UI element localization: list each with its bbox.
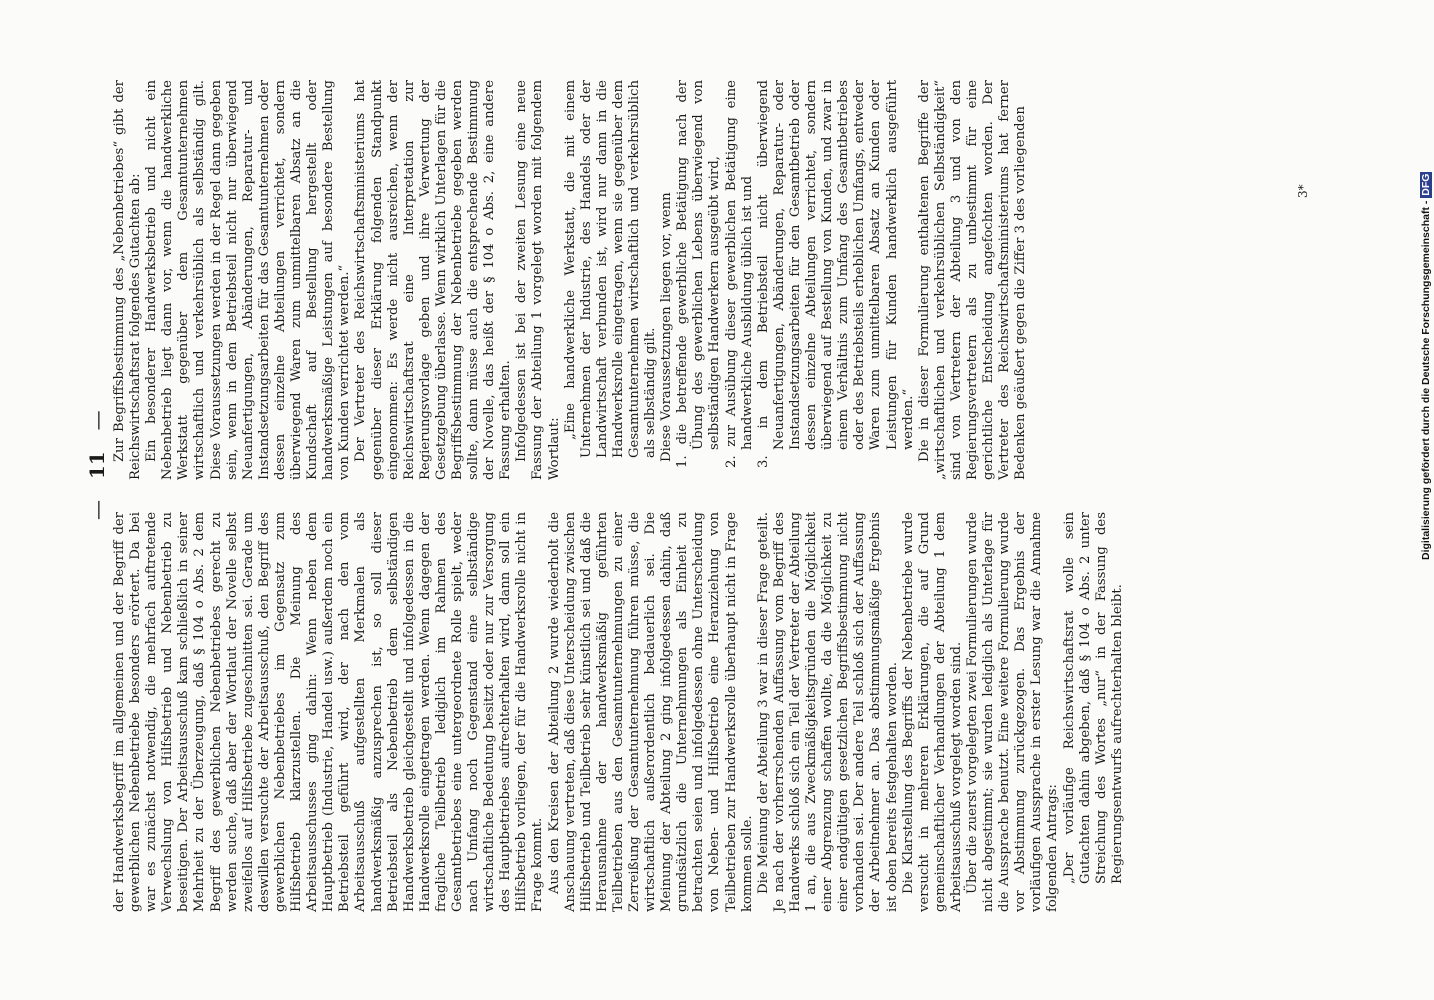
paragraph: Die Klarstellung des Begriffs der Nebenbetriebe wurde versucht in mehreren Erklärungen, die auf Grund gemeinschaftlicher Verhandlungen der Abteilung 1 dem Arbeitsausschuß vorgelegt worden sind. [900, 512, 964, 912]
paragraph: Über die zuerst vorgelegten zwei Formulierungen wurde nicht abgestimmt; sie wurden lediglich als Unterlage für die Aussprache benutzt. Eine weitere Formulierung wurde vor Abstimmung zurückgezogen. Das Ergebnis der vorläufigen Aussprache in erster Lesung war die Annahme folgenden Antrags: [964, 512, 1061, 912]
list-text: die betreffende gewerbliche Betätigung nach der Übung des gewerblichen Lebens überwiegend von selbständigen Handwerkern ausgeübt wird, [675, 80, 723, 450]
paragraph: Ein besonderer Handwerksbetrieb und nicht ein Nebenbetrieb liegt dann vor, wenn die handwerkliche Werkstatt gegenüber dem Gesamtunternehmen wirtschaftlich und verkehrsüblich als selbständig gilt. Diese Voraussetzungen werden in der Regel dann gegeben sein, wenn in dem Betriebsteil nicht nur überwiegend Neuanfertigungen, Abänderungen, Reparatur- und Instandsetzungsarbeiten für das Gesamtunternehmen oder dessen einzelne Abteilungen verrichtet, sondern überwiegend Waren zum unmittelbaren Absatz an die Kundschaft auf Bestellung hergestellt oder handwerksmäßige Leistungen auf besondere Bestellung von Kunden verrichtet werden.“ [144, 80, 353, 480]
paragraph: Diese Voraussetzungen liegen vor, wenn [659, 192, 675, 462]
conditions-list [675, 80, 916, 480]
paragraph: Zur Begriffsbestimmung des „Nebenbetriebes“ gibt der Reichswirtschaftsrat folgendes Gutachten ab: [112, 80, 144, 480]
quoted-motion: „Der vorläufige Reichswirtschaftsrat wolle sein Gutachten dahin abgeben, daß § 104 o Abs. 2 unter Streichung des Wortes „nur“ in der Fassung des Regierungsentwurfs aufrechterhalten bleibt. [1061, 512, 1125, 884]
paragraph: Aus den Kreisen der Abteilung 2 wurde wiederholt die Anschauung vertreten, daß diese Unterscheidung zwischen Hilfsbetrieb und Teilbetrieb sehr künstlich sei und daß die Herausnahme der handwerksmäßig geführten Teilbetrieben aus den Gesamtunternehmungen zu einer Zerreißung der Gesamtunternehmung führen müsse, die wirtschaftlich außerordentlich bedauerlich sei. Die Meinung der Abteilung 2 ging infolgedessen dahin, daß grundsätzlich die Unternehmungen als Einheit zu betrachten seien und infolgedessen ohne Unterscheidung von Neben- und Hilfsbetrieb eine Heranziehung von Teilbetrieben zur Handwerksrolle überhaupt nicht in Frage kommen solle. [546, 512, 755, 912]
left-column [112, 512, 1292, 912]
list-text: in dem Betriebsteil nicht überwiegend Neuanfertigungen, Abänderungen, Reparatur- oder Instandsetzungsarbeiten für den Gesamtbetrieb oder dessen einzelne Abteilungen verrichtet, sondern überwiegend auf Bestellung von Kunden, und zwar in einem Verhältnis zum Umfang des Gesamtbetriebes oder des Betriebsteils erheblichen Umfangs, entweder Waren zum unmittelbaren Absatz an Kunden oder Leistungen für Kunden handwerklich ausgeführt werden.“ [755, 80, 916, 450]
paragraph: der Handwerksbegriff im allgemeinen und der Begriff der gewerblichen Nebenbetriebe besonders erörtert. Da bei war es zunächst notwendig, die mehrfach auftretende Verwechslung von Hilfsbetrieb und Nebenbetrieb zu beseitigen. Der Arbeitsausschuß kam schließlich in seiner Mehrheit zu der Überzeugung, daß § 104 o Abs. 2 dem Begriff des gewerblichen Nebenbetriebes gerecht zu werden suche, daß aber der Wortlaut der Novelle selbst zweifellos auf Hilfsbetriebe zugeschnitten sei. Gerade um deswillen versuchte der Arbeitsausschuß, den Begriff des gewerblichen Nebenbetriebes im Gegensatz zum Hilfsbetrieb klarzustellen. Die Meinung des Arbeitsausschusses ging dahin: Wenn neben dem Hauptbetrieb (Industrie, Handel usw.) außerdem noch ein Betriebsteil geführt wird, der nach den vom Arbeitsausschuß aufgestellten Merkmalen als handwerksmäßig anzusprechen ist, so soll dieser Betriebsteil als Nebenbetrieb dem selbständigen Handwerksbetrieb gleichgestellt und infolgedessen in die Handwerksrolle eingetragen werden. Wenn dagegen der fragliche Teilbetrieb lediglich im Rahmen des Gesamtbetriebes eine untergeordnete Rolle spielt, weder nach Umfang noch Gegenstand eine selbständige wirtschaftliche Bedeutung besitzt oder nur zur Versorgung des Hauptbetriebes aufrechterhalten wird, dann soll ein Hilfsbetrieb vorliegen, der für die Handwerksrolle nicht in Frage kommt. [112, 512, 546, 912]
header-dash-right: — [85, 410, 109, 431]
page-header [85, 410, 109, 520]
dfg-logo: DFG [1420, 173, 1432, 196]
page-number: 11 [85, 451, 109, 480]
quoted-text: „Eine handwerkliche Werkstatt, die mit einem Unternehmen der Industrie, des Handels oder der Landwirtschaft verbunden ist, wird nur dann in die Handwerksrolle eingetragen, wenn sie gegenüber dem Gesamtunternehmen wirtschaftlich und verkehrsüblich als selbständig gilt. [562, 80, 659, 458]
list-number: 3. [755, 455, 771, 468]
list-number: 1. [675, 455, 691, 468]
paragraph: Der Vertreter des Reichswirtschaftsministeriums hat gegenüber dieser Erklärung folgenden Standpunkt eingenommen: Es werde nicht ausreichen, wenn der Reichswirtschaftsrat eine Interpretation zur Regierungsvorlage geben und ihre Verwertung der Gesetzgebung überlasse. Wenn wirklich Unterlagen für die Begriffsbestimmung der Nebenbetriebe gegeben werden sollte, dann müsse auch die entsprechende Bestimmung der Novelle, das heißt der § 104 o Abs. 2, eine andere Fassung erhalten. [353, 80, 514, 480]
credit-text: Digitalisierung gefördert durch die Deutsche Forschungsgemeinschaft - [1420, 197, 1432, 560]
paragraph: Infolgedessen ist bei der zweiten Lesung eine neue Fassung der Abteilung 1 vorgelegt worden mit folgendem Wortlaut: [514, 80, 562, 480]
header-dash-left: — [85, 500, 109, 520]
list-item [756, 80, 917, 480]
digitization-credit [1420, 172, 1432, 560]
list-text: zur Ausübung dieser gewerblichen Betätigung eine handwerkliche Ausbildung üblich ist und [723, 80, 755, 450]
paragraph: Die in dieser Formulierung enthaltenen Begriffe der „wirtschaftlichen und verkehrsüblichen Selbständigkeit“ sind von Vertretern der Abteilung 3 und von den Regierungsvertretern als zu unbestimmt für eine gerichtliche Entscheidung angefochten worden. Der Vertreter des Reichswirtschaftsministeriums hat ferner Bedenken geäußert gegen die Ziffer 3 des vorliegenden [916, 80, 1029, 480]
list-item [724, 80, 756, 480]
signature-mark: 3* [1296, 184, 1310, 198]
paragraph: Die Meinung der Abteilung 3 war in dieser Frage geteilt. Je nach der vorherrschenden Auffassung vom Begriff des Handwerks schloß sich ein Teil der Vertreter der Abteilung 1 an, die aus Zweckmäßigkeitsgründen die Möglichkeit einer Abgrenzung schaffen wollte, da die Möglichkeit zu einer endgültigen gesetzlichen Begriffsbestimmung nicht vorhanden sei. Der andere Teil schloß sich der Auffassung der Arbeitnehmer an. Das abstimmungsmäßige Ergebnis ist oben bereits festgehalten worden. [755, 512, 900, 912]
list-item [675, 80, 723, 480]
list-number: 2. [723, 455, 739, 468]
right-column [112, 80, 1292, 480]
